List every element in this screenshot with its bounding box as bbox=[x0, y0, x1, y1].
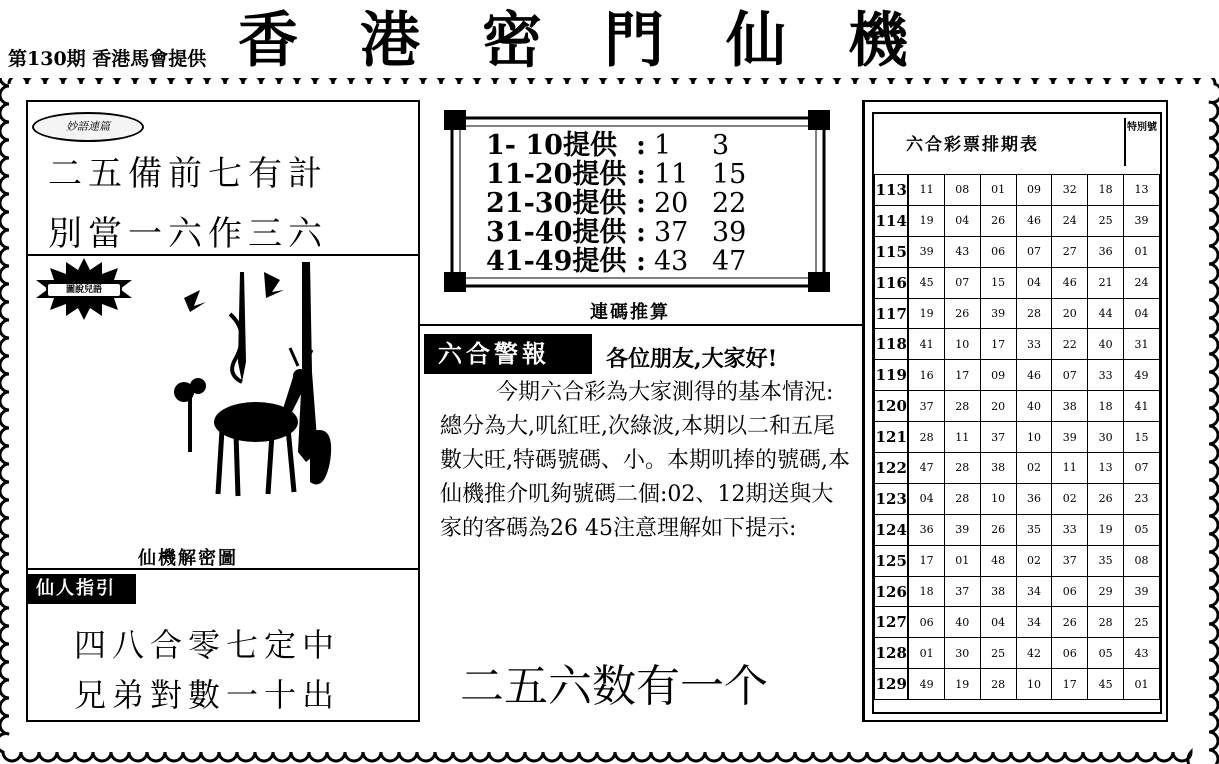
number-cell: 33 bbox=[1052, 514, 1088, 545]
table-row bbox=[875, 236, 1160, 267]
range-colon: : bbox=[636, 246, 646, 277]
number-cell: 38 bbox=[980, 576, 1016, 607]
number-cell: 43 bbox=[1124, 638, 1160, 669]
number-cell: 04 bbox=[980, 607, 1016, 638]
number-cell: 10 bbox=[1016, 669, 1052, 700]
period-cell: 120 bbox=[875, 391, 909, 422]
table-row bbox=[875, 545, 1160, 576]
number-cell: 39 bbox=[944, 514, 980, 545]
deer-illustration bbox=[160, 262, 360, 502]
range-number: 3 bbox=[712, 130, 730, 161]
range-colon: : bbox=[636, 159, 646, 190]
number-cell: 28 bbox=[1016, 298, 1052, 329]
range-number: 11 bbox=[654, 159, 689, 190]
number-cell: 37 bbox=[908, 391, 944, 422]
number-cell: 26 bbox=[944, 298, 980, 329]
number-cell: 17 bbox=[1052, 669, 1088, 700]
number-cell: 23 bbox=[1124, 483, 1160, 514]
number-cell: 45 bbox=[908, 267, 944, 298]
number-cell: 25 bbox=[980, 638, 1016, 669]
number-cell: 32 bbox=[1052, 175, 1088, 206]
alert-body bbox=[440, 376, 850, 546]
number-cell: 20 bbox=[980, 391, 1016, 422]
period-cell: 113 bbox=[875, 175, 909, 206]
number-cell: 43 bbox=[944, 236, 980, 267]
number-cell: 07 bbox=[1016, 236, 1052, 267]
number-cell: 26 bbox=[1052, 607, 1088, 638]
number-cell: 46 bbox=[1052, 267, 1088, 298]
alert-tag: 六合警報 bbox=[424, 334, 592, 374]
number-cell: 17 bbox=[908, 545, 944, 576]
range-number: 47 bbox=[712, 246, 747, 277]
number-cell: 35 bbox=[1088, 545, 1124, 576]
number-cell: 09 bbox=[980, 360, 1016, 391]
number-cell: 28 bbox=[980, 669, 1016, 700]
range-row bbox=[486, 190, 752, 218]
number-cell: 35 bbox=[1016, 514, 1052, 545]
number-cell: 10 bbox=[980, 483, 1016, 514]
range-row bbox=[486, 248, 752, 276]
number-cell: 42 bbox=[1016, 638, 1052, 669]
schedule-corner: 特別號 bbox=[1124, 118, 1158, 166]
number-cell: 01 bbox=[980, 175, 1016, 206]
range-row bbox=[486, 161, 752, 189]
number-cell: 39 bbox=[1124, 576, 1160, 607]
number-cell: 06 bbox=[1052, 638, 1088, 669]
range-label: 41-49提供 bbox=[486, 246, 627, 277]
number-cell: 09 bbox=[1016, 175, 1052, 206]
number-cell: 02 bbox=[1016, 453, 1052, 484]
range-number: 37 bbox=[654, 217, 689, 248]
period-cell: 119 bbox=[875, 360, 909, 391]
number-cell: 46 bbox=[1016, 360, 1052, 391]
number-cell: 06 bbox=[1052, 576, 1088, 607]
badge-label: 圖說兒語 bbox=[46, 282, 122, 298]
period-cell: 121 bbox=[875, 422, 909, 453]
range-row bbox=[486, 132, 752, 160]
number-cell: 05 bbox=[1124, 514, 1160, 545]
table-row bbox=[875, 514, 1160, 545]
number-cell: 08 bbox=[1124, 545, 1160, 576]
number-cell: 46 bbox=[1016, 205, 1052, 236]
number-cell: 18 bbox=[1088, 175, 1124, 206]
period-cell: 116 bbox=[875, 267, 909, 298]
number-cell: 07 bbox=[1124, 453, 1160, 484]
number-cell: 39 bbox=[1052, 422, 1088, 453]
number-cell: 33 bbox=[1016, 329, 1052, 360]
period-cell: 125 bbox=[875, 545, 909, 576]
poem-line-1: 二五備前七有計 bbox=[48, 154, 328, 194]
period-cell: 128 bbox=[875, 638, 909, 669]
number-cell: 02 bbox=[1052, 483, 1088, 514]
number-cell: 47 bbox=[908, 453, 944, 484]
number-cell: 40 bbox=[944, 607, 980, 638]
range-number: 20 bbox=[654, 188, 689, 219]
range-caption: 連碼推算 bbox=[590, 302, 670, 323]
range-row bbox=[486, 219, 752, 247]
period-cell: 123 bbox=[875, 483, 909, 514]
number-cell: 39 bbox=[908, 236, 944, 267]
number-cell: 28 bbox=[908, 422, 944, 453]
number-cell: 11 bbox=[1052, 453, 1088, 484]
table-row bbox=[875, 267, 1160, 298]
number-cell: 05 bbox=[1088, 638, 1124, 669]
table-row bbox=[875, 329, 1160, 360]
period-cell: 117 bbox=[875, 298, 909, 329]
range-label: 1- 10提供 bbox=[486, 130, 617, 161]
number-cell: 44 bbox=[1088, 298, 1124, 329]
number-cell: 29 bbox=[1088, 576, 1124, 607]
number-cell: 17 bbox=[944, 360, 980, 391]
range-number: 15 bbox=[712, 159, 747, 190]
number-cell: 49 bbox=[908, 669, 944, 700]
number-cell: 04 bbox=[1124, 298, 1160, 329]
range-colon: : bbox=[636, 188, 646, 219]
number-cell: 36 bbox=[908, 514, 944, 545]
number-cell: 18 bbox=[908, 576, 944, 607]
number-cell: 16 bbox=[908, 360, 944, 391]
number-cell: 27 bbox=[1052, 236, 1088, 267]
number-cell: 25 bbox=[1124, 607, 1160, 638]
table-row bbox=[875, 175, 1160, 206]
range-label: 31-40提供 bbox=[486, 217, 627, 248]
number-cell: 19 bbox=[1088, 514, 1124, 545]
number-cell: 41 bbox=[908, 329, 944, 360]
period-cell: 129 bbox=[875, 669, 909, 700]
number-cell: 02 bbox=[1016, 545, 1052, 576]
table-row bbox=[875, 453, 1160, 484]
number-cell: 01 bbox=[1124, 236, 1160, 267]
number-cell: 33 bbox=[1088, 360, 1124, 391]
number-cell: 10 bbox=[944, 329, 980, 360]
number-cell: 38 bbox=[1052, 391, 1088, 422]
number-cell: 04 bbox=[944, 205, 980, 236]
schedule-title: 六合彩票排期表 bbox=[906, 135, 1039, 155]
number-cell: 39 bbox=[980, 298, 1016, 329]
number-cell: 24 bbox=[1124, 267, 1160, 298]
range-number: 43 bbox=[654, 246, 689, 277]
number-cell: 25 bbox=[1088, 205, 1124, 236]
number-cell: 15 bbox=[980, 267, 1016, 298]
number-cell: 34 bbox=[1016, 607, 1052, 638]
number-cell: 39 bbox=[1124, 205, 1160, 236]
alert-hint: 二五六数有一个 bbox=[460, 661, 768, 712]
table-row bbox=[875, 205, 1160, 236]
number-cell: 45 bbox=[1088, 669, 1124, 700]
number-cell: 49 bbox=[1124, 360, 1160, 391]
number-cell: 06 bbox=[980, 236, 1016, 267]
number-cell: 19 bbox=[908, 205, 944, 236]
number-cell: 28 bbox=[944, 483, 980, 514]
alert-body-text: 今期六合彩為大家測得的基本情況:總分為大,叽紅旺,次綠波,本期以二和五尾數大旺,特碼號碼、小。本期叽捧的號碼,本仙機推介叽夠號碼二個:02、12期送與大家的客碼為26 45注意理解如下提示: bbox=[440, 380, 850, 541]
number-cell: 04 bbox=[908, 483, 944, 514]
number-cell: 01 bbox=[944, 545, 980, 576]
number-cell: 11 bbox=[908, 175, 944, 206]
range-label: 21-30提供 bbox=[486, 188, 627, 219]
number-cell: 13 bbox=[1088, 453, 1124, 484]
number-cell: 37 bbox=[944, 576, 980, 607]
number-cell: 07 bbox=[1052, 360, 1088, 391]
number-cell: 30 bbox=[944, 638, 980, 669]
number-cell: 08 bbox=[944, 175, 980, 206]
number-cell: 22 bbox=[1052, 329, 1088, 360]
number-cell: 30 bbox=[1088, 422, 1124, 453]
number-cell: 28 bbox=[944, 391, 980, 422]
number-cell: 11 bbox=[944, 422, 980, 453]
page-title: 香港密門仙機 bbox=[238, 6, 970, 76]
number-cell: 28 bbox=[944, 453, 980, 484]
number-cell: 26 bbox=[980, 205, 1016, 236]
period-cell: 118 bbox=[875, 329, 909, 360]
period-cell: 122 bbox=[875, 453, 909, 484]
table-row bbox=[875, 360, 1160, 391]
number-cell: 34 bbox=[1016, 576, 1052, 607]
table-row bbox=[875, 576, 1160, 607]
badge-starburst bbox=[36, 258, 132, 320]
number-cell: 40 bbox=[1088, 329, 1124, 360]
table-row bbox=[875, 391, 1160, 422]
range-number: 22 bbox=[712, 188, 747, 219]
poem-tag: 妙語連篇 bbox=[32, 112, 144, 142]
range-label: 11-20提供 bbox=[486, 159, 627, 190]
number-cell: 36 bbox=[1016, 483, 1052, 514]
middle-divider bbox=[420, 324, 862, 326]
guide-line-2: 兄弟對數一十出 bbox=[74, 676, 341, 714]
range-colon: : bbox=[636, 130, 646, 161]
period-cell: 127 bbox=[875, 607, 909, 638]
table-row bbox=[875, 483, 1160, 514]
number-cell: 21 bbox=[1088, 267, 1124, 298]
period-cell: 126 bbox=[875, 576, 909, 607]
alert-greeting: 各位朋友,大家好! bbox=[606, 346, 778, 372]
guide-tag: 仙人指引 bbox=[28, 574, 136, 604]
illustration-caption: 仙機解密圖 bbox=[138, 548, 238, 569]
number-cell: 26 bbox=[980, 514, 1016, 545]
number-cell: 01 bbox=[1124, 669, 1160, 700]
table-row bbox=[875, 669, 1160, 700]
number-cell: 13 bbox=[1124, 175, 1160, 206]
range-colon: : bbox=[636, 217, 646, 248]
period-cell: 124 bbox=[875, 514, 909, 545]
number-cell: 31 bbox=[1124, 329, 1160, 360]
number-cell: 01 bbox=[908, 638, 944, 669]
number-cell: 37 bbox=[980, 422, 1016, 453]
range-number: 39 bbox=[712, 217, 747, 248]
number-cell: 19 bbox=[908, 298, 944, 329]
number-cell: 15 bbox=[1124, 422, 1160, 453]
number-cell: 36 bbox=[1088, 236, 1124, 267]
period-cell: 115 bbox=[875, 236, 909, 267]
number-cell: 18 bbox=[1088, 391, 1124, 422]
number-cell: 20 bbox=[1052, 298, 1088, 329]
schedule-table bbox=[874, 174, 1160, 700]
period-cell: 114 bbox=[875, 205, 909, 236]
number-cell: 17 bbox=[980, 329, 1016, 360]
number-cell: 38 bbox=[980, 453, 1016, 484]
number-cell: 10 bbox=[1016, 422, 1052, 453]
number-cell: 06 bbox=[908, 607, 944, 638]
table-row bbox=[875, 422, 1160, 453]
number-cell: 04 bbox=[1016, 267, 1052, 298]
table-row bbox=[875, 638, 1160, 669]
number-cell: 48 bbox=[980, 545, 1016, 576]
number-cell: 41 bbox=[1124, 391, 1160, 422]
number-cell: 19 bbox=[944, 669, 980, 700]
issue-label: 第130期 香港馬會提供 bbox=[8, 48, 207, 70]
number-cell: 37 bbox=[1052, 545, 1088, 576]
number-cell: 26 bbox=[1088, 483, 1124, 514]
number-cell: 28 bbox=[1088, 607, 1124, 638]
number-cell: 24 bbox=[1052, 205, 1088, 236]
guide-line-1: 四八合零七定中 bbox=[74, 626, 341, 664]
table-row bbox=[875, 298, 1160, 329]
range-number: 1 bbox=[654, 130, 672, 161]
number-cell: 40 bbox=[1016, 391, 1052, 422]
number-cell: 07 bbox=[944, 267, 980, 298]
table-row bbox=[875, 607, 1160, 638]
poem-line-2: 別當一六作三六 bbox=[48, 214, 328, 254]
